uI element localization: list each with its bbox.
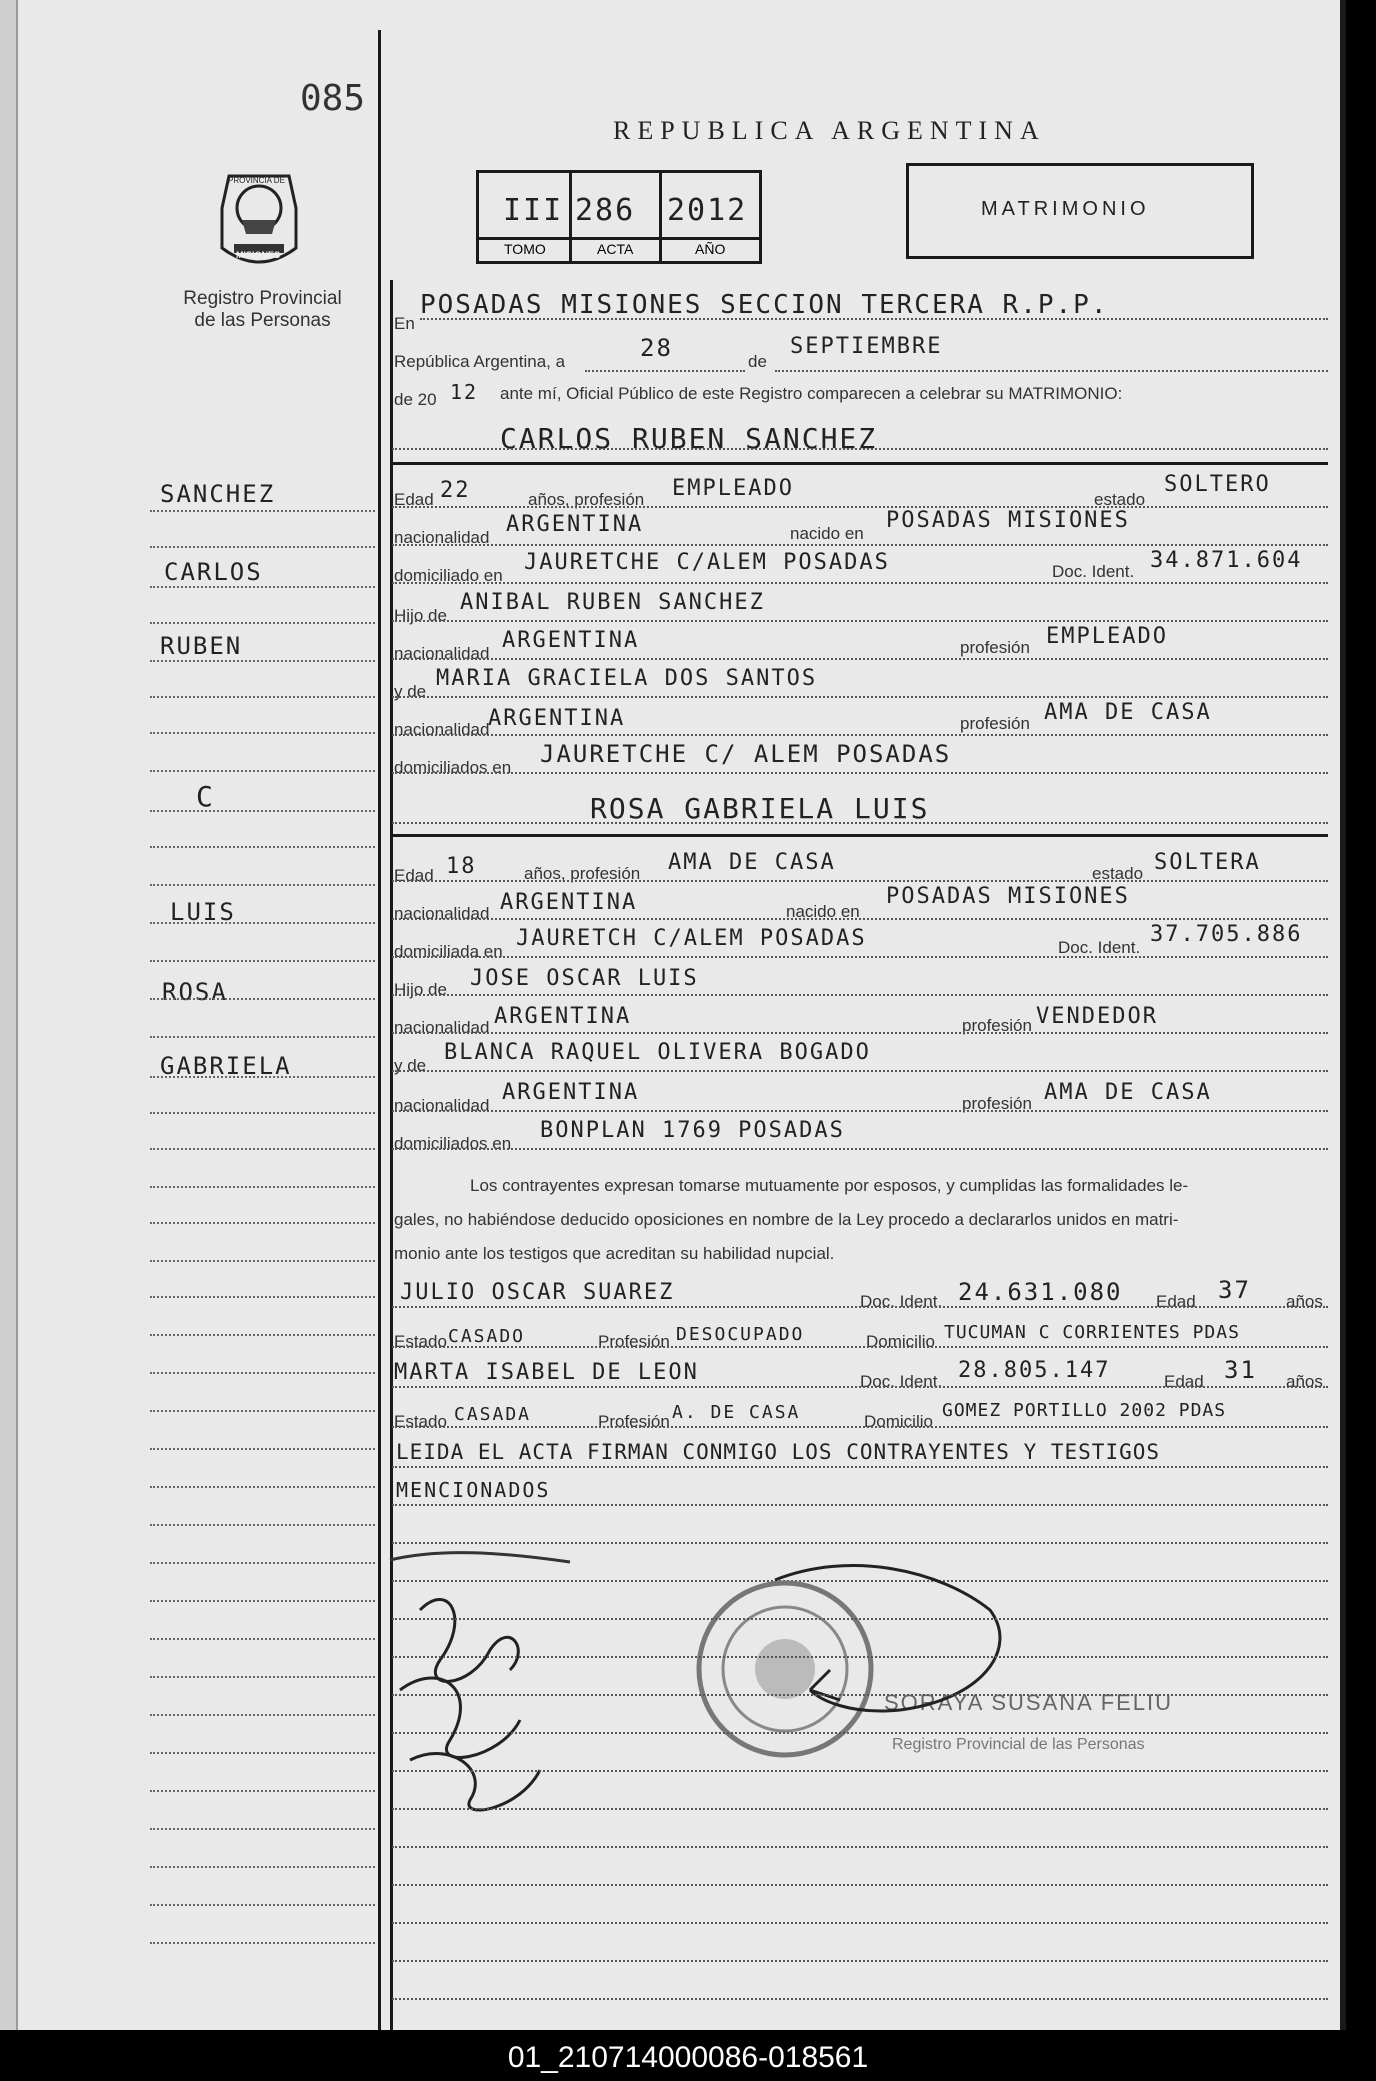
tomo-value: III [503,193,564,228]
label-groom-nacionalidad: nacionalidad [394,528,490,547]
anio-label: AÑO [695,241,726,257]
label-bride-nacionalidad: nacionalidad [394,904,490,923]
country-title: REPUBLICA ARGENTINA [613,116,1046,145]
margin-bride-name1: ROSA [162,978,228,1006]
bride-domicilio: JAURETCH C/ALEM POSADAS [516,926,867,951]
label-de: de [748,352,767,371]
label-witness1-edad: Edad [1156,1292,1196,1311]
bride-nacionalidad: ARGENTINA [500,890,638,915]
label-bride-father-nac: nacionalidad [394,1018,490,1037]
intro-place: POSADAS MISIONES SECCION TERCERA R.P.P. [420,290,1109,320]
label-bride-edad: Edad [394,866,434,885]
intro-groom-full: CARLOS RUBEN SANCHEZ [500,422,878,455]
doc-type: MATRIMONIO [981,198,1150,220]
bride-mother: BLANCA RAQUEL OLIVERA BOGADO [444,1040,871,1065]
acta-label: ACTA [597,241,634,257]
intro-year-suffix: 12 [450,380,479,404]
groom-doc: 34.871.604 [1150,548,1303,573]
label-groom-anios-profesion: años, profesión [528,490,645,509]
label-en: En [394,314,415,333]
groom-mother: MARIA GRACIELA DOS SANTOS [436,666,818,691]
bride-separator-line [392,834,1328,837]
label-groom-y-de: y de [394,682,427,701]
label-witness2-estado: Estado [394,1412,447,1431]
groom-profesion: EMPLEADO [672,476,794,501]
witness2-edad: 31 [1224,1356,1257,1384]
margin-bride-surname: LUIS [170,898,236,926]
witness2-domicilio: GOMEZ PORTILLO 2002 PDAS [942,1400,1227,1421]
groom-edad: 22 [440,478,471,503]
witness1-domicilio: TUCUMAN C CORRIENTES PDAS [944,1322,1240,1343]
intro-text: ante mí, Oficial Público de este Registro comparecen a celebrar su MATRIMONIO: [500,384,1123,403]
groom-parents-dom: JAURETCHE C/ ALEM POSADAS [540,740,952,768]
label-witness1-estado: Estado [394,1332,447,1351]
witness2-doc: 28.805.147 [958,1358,1111,1383]
bride-nacida-en: POSADAS MISIONES [886,884,1130,909]
bride-parents-dom: BONPLAN 1769 POSADAS [540,1118,845,1143]
margin-groom-name1: CARLOS [164,558,263,586]
label-witness1-domicilio: Domicilio [866,1332,935,1351]
label-witness2-anios: años [1286,1372,1323,1391]
label-bride-estado: estado [1092,864,1144,883]
bride-mother-prof: AMA DE CASA [1044,1080,1212,1105]
bride-estado: SOLTERA [1154,850,1261,875]
groom-father: ANIBAL RUBEN SANCHEZ [460,590,765,615]
label-bride-domiciliados: domiciliados en [394,1134,512,1153]
bride-doc: 37.705.886 [1150,922,1303,947]
label-bride-father-prof: profesión [962,1016,1032,1035]
label-bride-mother-prof: profesión [962,1094,1032,1113]
groom-domicilio: JAURETCHE C/ALEM POSADAS [524,550,890,575]
page-number: 085 [300,78,366,119]
page-binding-edge [0,0,18,2030]
margin-groom-surname: SANCHEZ [160,480,276,508]
witness2-profesion: A. DE CASA [672,1402,801,1423]
doc-type-box [906,163,1254,259]
bride-profesion: AMA DE CASA [668,850,836,875]
groom-mother-nac: ARGENTINA [488,706,626,731]
label-witness2-doc: Doc. Ident. [860,1372,943,1391]
closing-line2: MENCIONADOS [396,1478,551,1502]
closing-line1: LEIDA EL ACTA FIRMAN CONMIGO LOS CONTRAYENTES Y TESTIGOS [396,1440,1161,1464]
registry-name: Registro Provincial de las Personas [183,288,342,331]
label-witness2-edad: Edad [1164,1372,1204,1391]
witness1-edad: 37 [1218,1276,1251,1304]
witness1-name: JULIO OSCAR SUAREZ [400,1280,675,1305]
label-witness1-profesion: Profesión [598,1332,670,1351]
bride-mother-nac: ARGENTINA [502,1080,640,1105]
label-groom-edad: Edad [394,490,434,509]
label-republica: República Argentina, a [394,352,566,371]
label-bride-domiciliada: domiciliada en [394,942,503,961]
bride-father: JOSE OSCAR LUIS [470,966,699,991]
label-groom-father-prof: profesión [960,638,1030,657]
tomo-label: TOMO [504,241,546,257]
label-groom-mother-prof: profesión [960,714,1030,733]
label-bride-hijo-de: Hijo de [394,980,447,999]
declaration-line1: Los contrayentes expresan tomarse mutuamente por esposos, y cumplidas las formalidades le- [470,1176,1189,1195]
bride-full: ROSA GABRIELA LUIS [590,792,930,825]
label-bride-y-de: y de [394,1056,427,1075]
groom-nacido-en: POSADAS MISIONES [886,508,1130,533]
witness2-estado: CASADA [454,1404,532,1425]
witness1-profesion: DESOCUPADO [676,1324,805,1345]
groom-father-prof: EMPLEADO [1046,624,1168,649]
signatures [380,1540,1180,1840]
label-groom-doc: Doc. Ident. [1052,562,1135,581]
label-bride-nacida-en: nacido en [786,902,860,921]
registry-logo-seal-bottom: MISIONES [236,250,281,260]
label-groom-domiciliado: domiciliado en [394,566,503,585]
label-witness1-doc: Doc. Ident. [860,1292,943,1311]
bride-father-nac: ARGENTINA [494,1004,632,1029]
label-groom-domiciliados: domiciliados en [394,758,512,777]
groom-estado: SOLTERO [1164,472,1271,497]
witness1-estado: CASADO [448,1326,526,1347]
bride-edad: 18 [446,854,477,879]
margin-separator: C [196,780,215,813]
groom-mother-prof: AMA DE CASA [1044,700,1212,725]
margin-groom-name2: RUBEN [160,632,243,660]
witness2-name: MARTA ISABEL DE LEON [394,1360,699,1385]
label-bride-anios-profesion: años, profesión [524,864,641,883]
label-groom-estado: estado [1094,490,1146,509]
label-groom-father-nac: nacionalidad [394,644,490,663]
intro-day: 28 [640,334,673,362]
label-witness2-profesion: Profesión [598,1412,670,1431]
margin-bride-name2: GABRIELA [160,1052,292,1080]
bride-father-prof: VENDEDOR [1036,1004,1158,1029]
label-groom-hijo-de: Hijo de [394,606,447,625]
label-groom-mother-nac: nacionalidad [394,720,490,739]
groom-separator-line [392,462,1328,465]
groom-nacionalidad: ARGENTINA [506,512,644,537]
label-witness1-anios: años [1286,1292,1323,1311]
declaration-line2: gales, no habiéndose deducido oposiciones en nombre de la Ley procedo a declararlos unidos en matri- [394,1210,1179,1229]
anio-value: 2012 [667,193,748,228]
label-groom-nacido-en: nacido en [790,524,864,543]
label-bride-doc: Doc. Ident. [1058,938,1141,957]
declaration-line3: monio ante los testigos que acreditan su habilidad nupcial. [394,1244,835,1263]
label-year-prefix: de 20 [394,390,437,409]
scan-caption: 01_210714000086-018561 [507,2041,869,2074]
acta-value: 286 [575,193,636,228]
intro-month: SEPTIEMBRE [790,334,943,359]
stamp-official-name: SORAYA SUSANA FELIU [884,1690,1174,1715]
registry-logo-seal-top: PROVINCIA DE [228,176,285,185]
stamp-official-role: Registro Provincial de las Personas [892,1736,1145,1753]
label-witness2-domicilio: Domicilio [864,1412,933,1431]
witness1-doc: 24.631.080 [958,1278,1123,1306]
reference-table [476,170,762,264]
groom-father-nac: ARGENTINA [502,628,640,653]
label-bride-mother-nac: nacionalidad [394,1096,490,1115]
